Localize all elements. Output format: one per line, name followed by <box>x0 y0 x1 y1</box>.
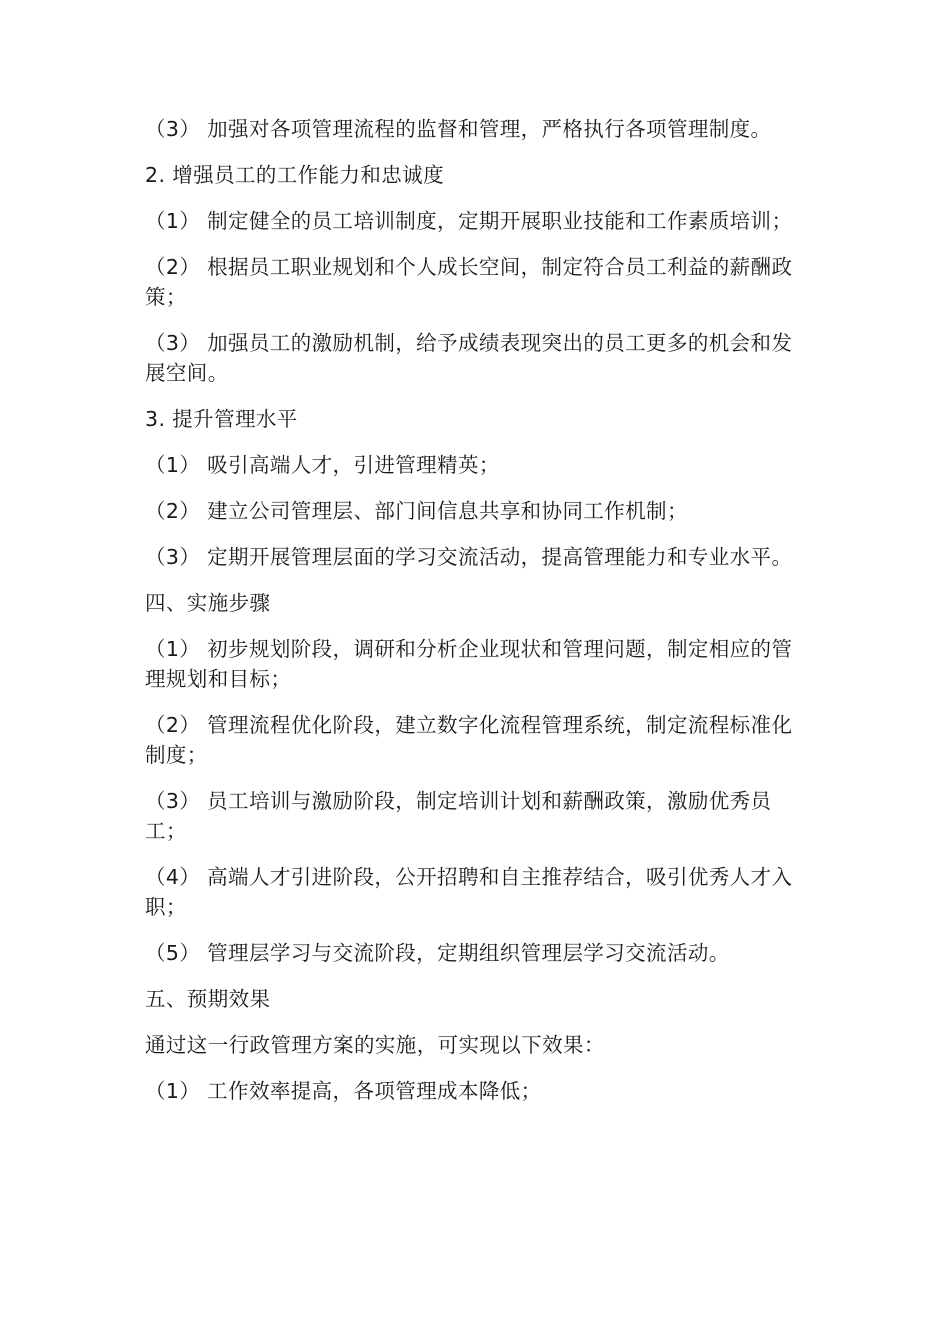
paragraph-step-training: （3） 员工培训与激励阶段，制定培训计划和薪酬政策，激励优秀员工； <box>145 789 772 843</box>
heading-management-level: 3. 提升管理水平 <box>145 407 298 431</box>
paragraph-step-process: （2） 管理流程优化阶段，建立数字化流程管理系统，制定流程标准化制度； <box>145 713 793 767</box>
paragraph-incentive-mechanism: （3） 加强员工的激励机制，给予成绩表现突出的员工更多的机会和发展空间。 <box>145 331 793 385</box>
paragraph-training-system: （1） 制定健全的员工培训制度，定期开展职业技能和工作素质培训； <box>145 209 793 233</box>
paragraph-step-planning: （1） 初步规划阶段，调研和分析企业现状和管理问题，制定相应的管理规划和目标； <box>145 637 793 691</box>
heading-employee-ability: 2. 增强员工的工作能力和忠诚度 <box>145 163 444 187</box>
paragraph-step-talent: （4） 高端人才引进阶段，公开招聘和自主推荐结合，吸引优秀人才入职； <box>145 865 793 919</box>
document-body <box>145 114 797 1122</box>
paragraph-step-learning: （5） 管理层学习与交流阶段，定期组织管理层学习交流活动。 <box>145 941 730 965</box>
paragraph-effect-efficiency: （1） 工作效率提高，各项管理成本降低； <box>145 1079 542 1103</box>
paragraph-learning-exchange: （3） 定期开展管理层面的学习交流活动，提高管理能力和专业水平。 <box>145 545 793 569</box>
heading-expected-effect: 五、预期效果 <box>145 987 271 1011</box>
heading-implementation-steps: 四、实施步骤 <box>145 591 271 615</box>
paragraph-supervision: （3） 加强对各项管理流程的监督和管理，严格执行各项管理制度。 <box>145 117 772 141</box>
paragraph-salary-policy: （2） 根据员工职业规划和个人成长空间，制定符合员工利益的薪酬政策； <box>145 255 793 309</box>
paragraph-attract-talent: （1） 吸引高端人才，引进管理精英； <box>145 453 500 477</box>
paragraph-info-sharing: （2） 建立公司管理层、部门间信息共享和协同工作机制； <box>145 499 688 523</box>
paragraph-effect-intro: 通过这一行政管理方案的实施，可实现以下效果： <box>145 1033 605 1057</box>
